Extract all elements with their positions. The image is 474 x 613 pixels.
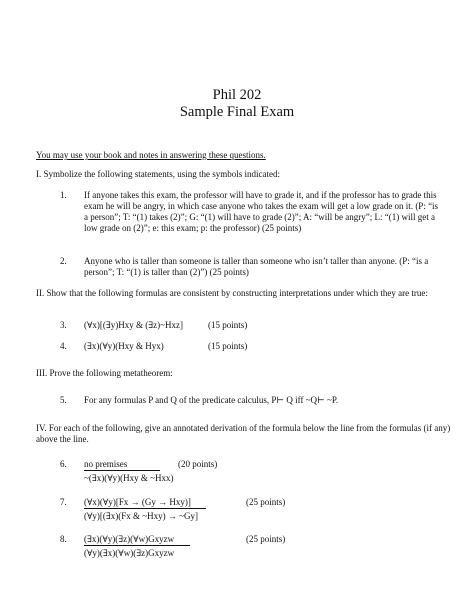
section-1-heading: I. Symbolize the following statements, using the symbols indicated: — [36, 169, 280, 179]
derivation-conclusion: ~(∃x)(∀y)(Hxy & ~Hxx) — [84, 473, 174, 483]
question-points: (20 points) — [178, 459, 218, 469]
question-points: (25 points) — [246, 497, 286, 507]
page-title: Phil 202 — [212, 87, 262, 103]
page-subtitle: Sample Final Exam — [179, 104, 295, 120]
question-number: 7. — [60, 497, 67, 507]
question-number: 2. — [60, 256, 67, 266]
question-number: 5. — [60, 395, 67, 405]
derivation-premise: no premises — [84, 459, 128, 469]
question-points: (15 points) — [208, 341, 248, 351]
question-number: 6. — [60, 459, 67, 469]
question-number: 1. — [60, 190, 67, 200]
question-formula: (∃x)(∀y)(Hxy & Hyx) — [84, 341, 164, 351]
section-2-heading: II. Show that the following formulas are consistent by constructing interpretations under which they are true: — [36, 288, 428, 298]
derivation-conclusion: (∀y)[(∃x)(Fx & ~Hxy) → ~Gy] — [84, 511, 199, 521]
question-formula: (∀x)[(∃y)Hxy & (∃z)~Hxz] — [84, 320, 184, 330]
instructions: You may use your book and notes in answering these questions. — [36, 150, 266, 160]
question-text: For any formulas P and Q of the predicate calculus, P⊢ Q iff ~Q⊢ ~P. — [84, 395, 339, 405]
derivation-conclusion: (∀y)(∃x)(∀w)(∃z)Gxyzw — [84, 548, 175, 558]
question-number: 4. — [60, 341, 67, 351]
question-points: (25 points) — [246, 534, 286, 544]
question-points: (15 points) — [208, 320, 248, 330]
section-4-heading: IV. For each of the following, give an annotated derivation of the formula below the line from the formulas (if any) above the line. — [36, 423, 451, 444]
question-number: 3. — [60, 320, 67, 330]
section-3-heading: III. Prove the following metatheorem: — [36, 368, 173, 378]
question-text: If anyone takes this exam, the professor will have to grade it, and if the professor has to grade this exam he will be angry, in which case anyone who takes the exam will get a low grade on it. (P: “is a person”; T: “(1) takes (2)”; G: “(1) will have to grade (2)”; A: “will be angry”; L: “(1) will get a low grade on (2)”; e: this exam; p: the professor) (25 points) — [84, 190, 439, 233]
derivation-premise: (∀x)(∀y)[Fx → (Gy → Hxy)] — [84, 497, 191, 507]
question-number: 8. — [60, 534, 67, 544]
derivation-premise: (∃x)(∀y)(∃z)(∀w)Gxyzw — [84, 534, 175, 544]
question-text: Anyone who is taller than someone is taller than someone who isn’t taller than anyone. (P: “is a person”; T: “(1) is taller than (2)”) (25 points) — [84, 256, 429, 277]
